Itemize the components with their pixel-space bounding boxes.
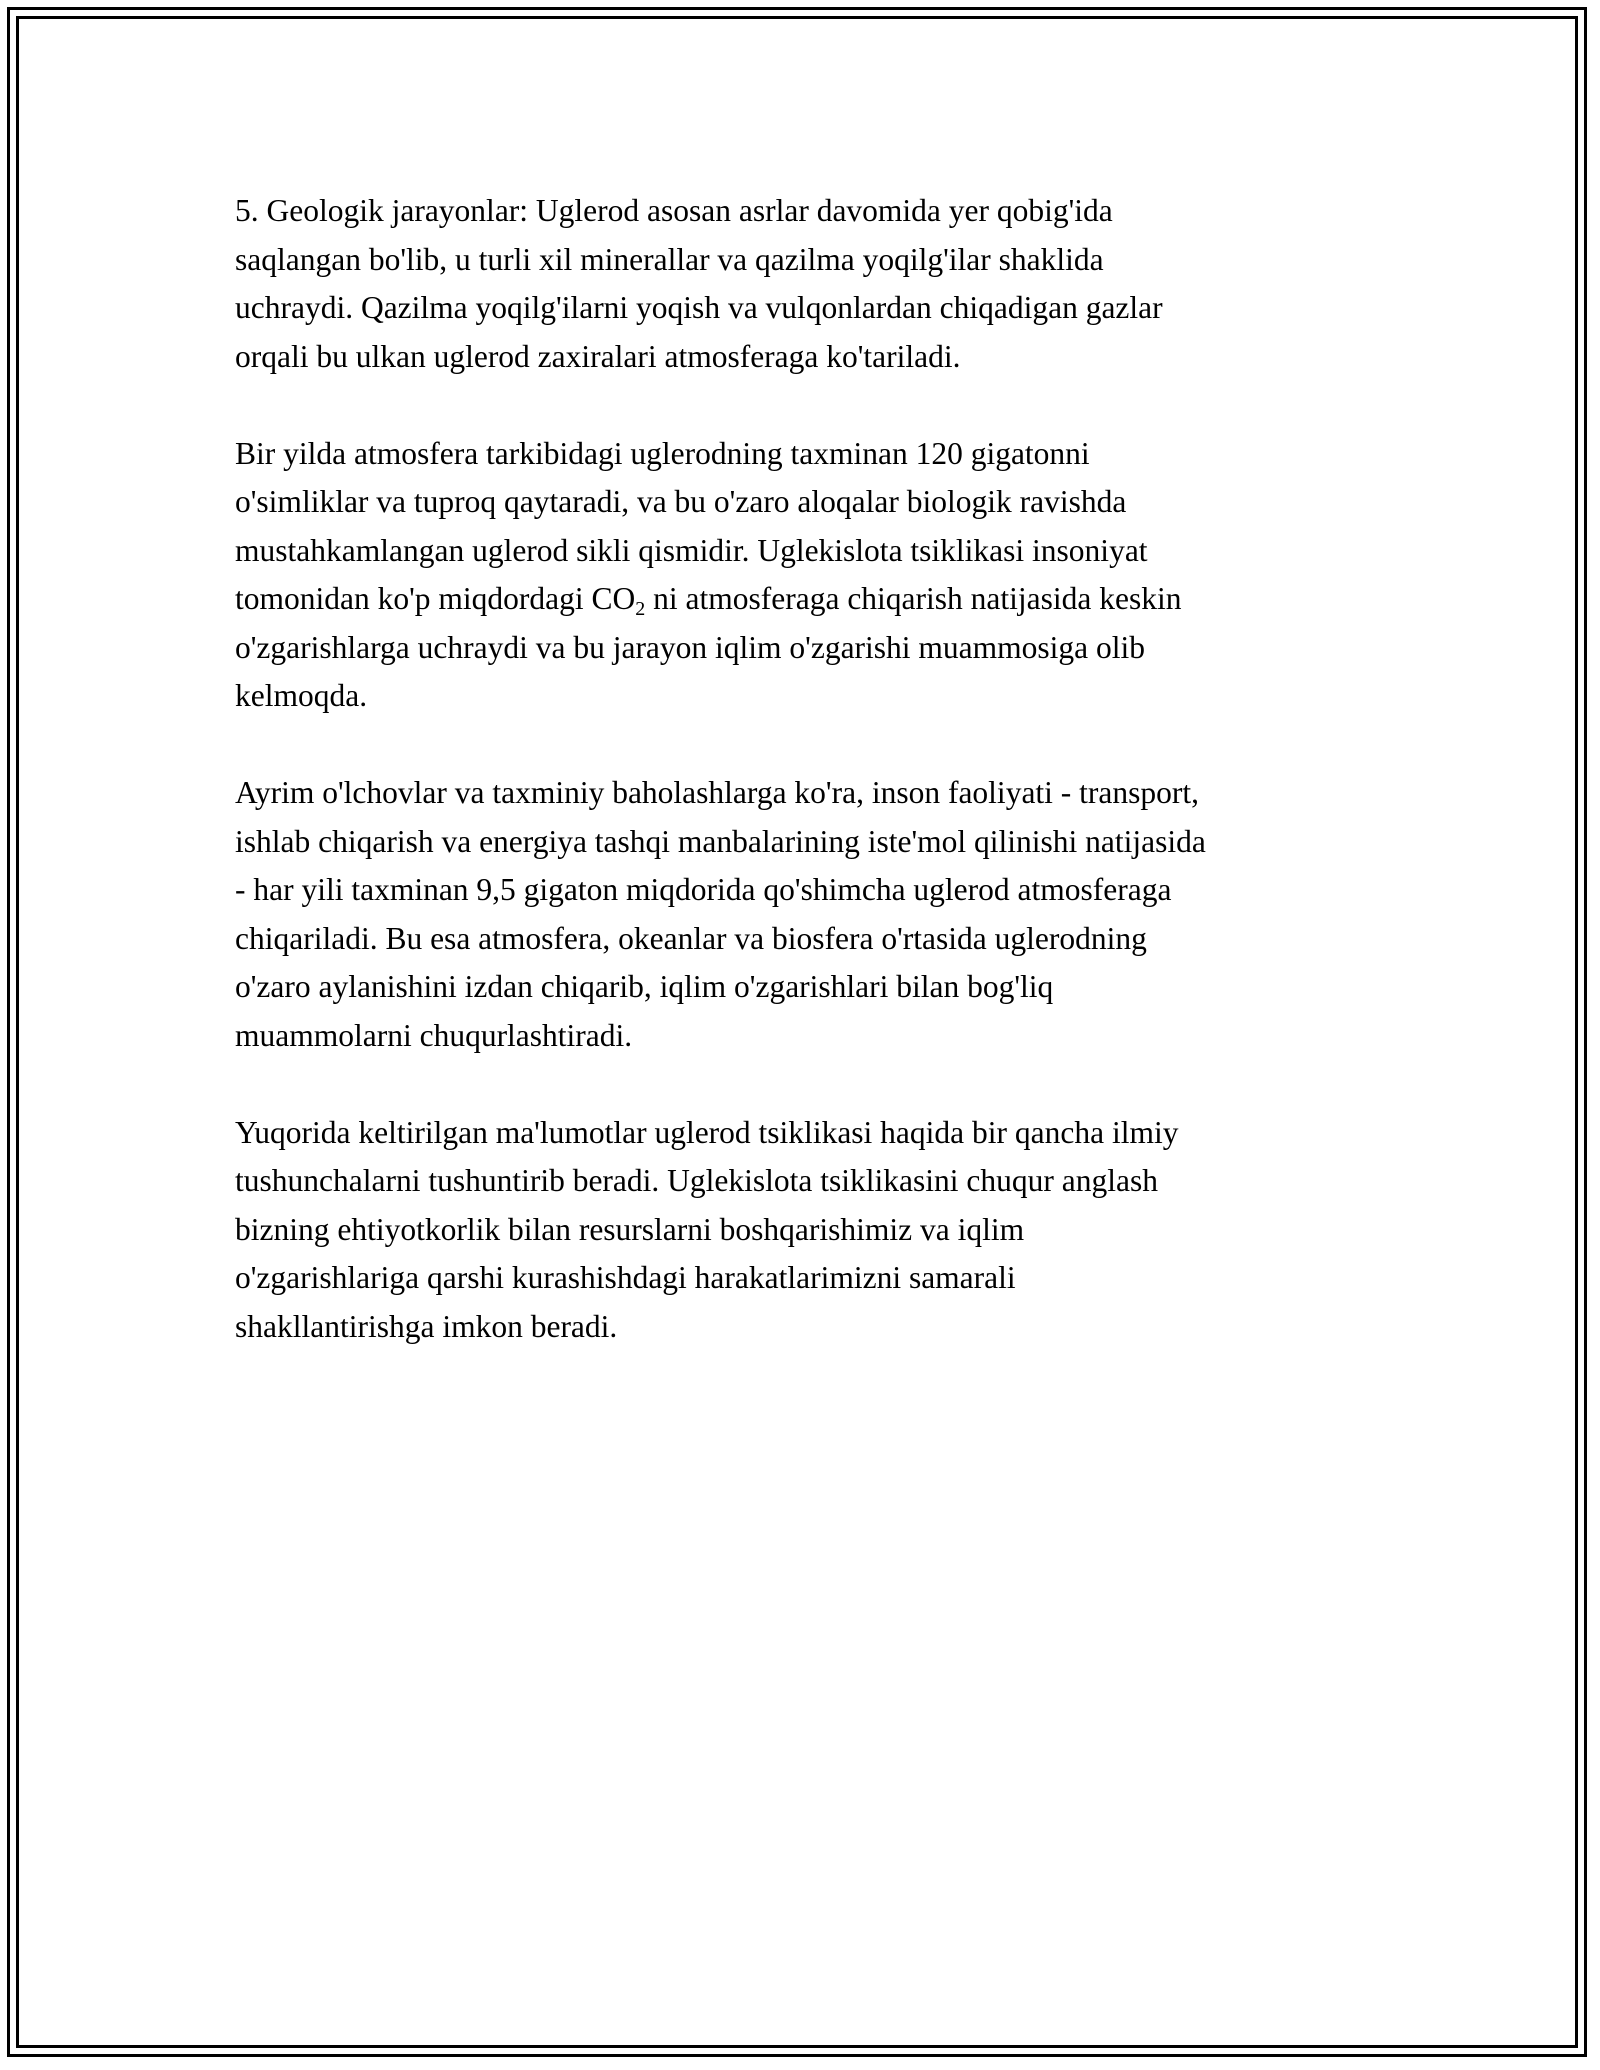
paragraph-geological-processes: 5. Geologik jarayonlar: Uglerod asosan asrlar davomida yer qobig'ida saqlangan bo'lib, u turli xil minerallar va qazilma yoqilg'ilar shaklida uchraydi. Qazilma yoqilg'ilarni yoqish va vulqonlardan chiqadigan gazlar orqali bu ulkan uglerod zaxiralari atmosferaga ko'tariladi.	[235, 193, 1163, 374]
co2-subscript: 2	[635, 598, 646, 620]
paragraph-carbon-absorption	[235, 430, 1375, 721]
paragraph-human-emissions: Ayrim o'lchovlar va taxminiy baholashlarga ko'ra, inson faoliyati - transport, ishlab chiqarish va energiya tashqi manbalarining iste'mol qilinishi natijasida - har yili taxminan 9,5 gigaton miqdorida qo'shimcha uglerod atmosferaga chiqariladi. Bu esa atmosfera, okeanlar va biosfera o'rtasida uglerodning o'zaro aylanishini izdan chiqarib, iqlim o'zgarishlari bilan bog'liq muammolarni chuqurlashtiradi.	[235, 775, 1206, 1053]
paragraph-text-before-subscript: Bir yilda atmosfera tarkibidagi uglerodning taxminan 120 gigatonni o'simliklar va tuproq qaytaradi, va bu o'zaro aloqalar biologik ravishda mustahkamlangan uglerod sikli qismidir. Uglekislota tsiklikasi insoniyat tomonidan ko'p miqdordagi CO	[235, 435, 1148, 616]
paragraph-text-after-subscript: ni atmosferaga chiqarish natijasida keskin o'zgarishlarga uchraydi va bu jarayon iqlim o'zgarishi muammosiga olib kelmoqda.	[235, 581, 1182, 713]
paragraph-conclusion: Yuqorida keltirilgan ma'lumotlar uglerod tsiklikasi haqida bir qancha ilmiy tushunchalarni tushuntirib beradi. Uglekislota tsiklikasini chuqur anglash bizning ehtiyotkorlik bilan resurslarni boshqarishimiz va iqlim o'zgarishlariga qarshi kurashishdagi harakatlarimizni samarali shakllantirishga imkon beradi.	[235, 1114, 1179, 1344]
document-body	[235, 187, 1375, 1400]
